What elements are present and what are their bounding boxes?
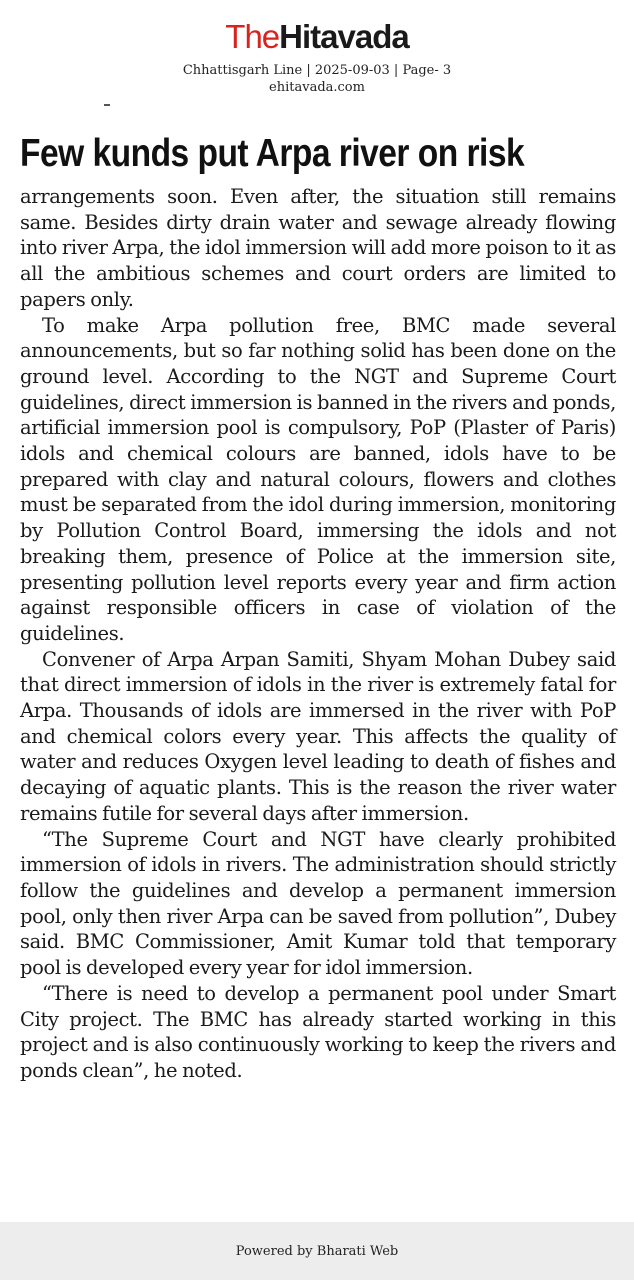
edge-mark: [104, 104, 110, 106]
newspaper-logo[interactable]: [0, 18, 634, 56]
edition-info: Chhattisgarh Line | 2025-09-03 | Page- 3: [182, 63, 452, 78]
article-headline: Few kunds put Arpa river on risk: [20, 132, 525, 175]
powered-by-link[interactable]: Powered by Bharati Web: [235, 1243, 399, 1259]
article-paragraph-1: arrangements soon. Even after, the situation still remains same. Besides dirty drain water and sewage already flowing into river Arpa, the idol immersion will add more poison to it as all the ambitious schemes and court orders are limited to papers only.: [20, 185, 616, 311]
site-link[interactable]: ehitavada.com: [269, 80, 365, 95]
article-paragraph-2: To make Arpa pollution free, BMC made several announcements, but so far nothing solid has been done on the ground level. According to the NGT and Supreme Court guidelines, direct immersion is banned in the rivers and ponds, artificial immersion pool is compulsory, PoP (Plaster of Paris) idols and chemical colours are banned, idols have to be prepared with clay and natural colours, flowers and clothes must be separated from the idol during immersion, monitoring by Pollution Control Board, immersing the idols and not breaking them, presence of Police at the immersion site, presenting pollution level reports every year and firm action against responsible officers in case of violation of the guidelines.: [20, 313, 616, 645]
article-paragraph-4: “The Supreme Court and NGT have clearly prohibited immersion of idols in rivers. The administration should strictly follow the guidelines and develop a permanent immersion pool, only then river Arpa can be saved from pollution”, Dubey said. BMC Commissioner, Amit Kumar told that temporary pool is developed every year for idol immersion.: [20, 827, 616, 980]
article-paragraph-3: Convener of Arpa Arpan Samiti, Shyam Mohan Dubey said that direct immersion of idols in the river is extremely fatal for Arpa. Thousands of idols are immersed in the river with PoP and chemical colors every year. This affects the quality of water and reduces Oxygen level leading to death of fishes and decaying of aquatic plants. This is the reason the river water remains futile for several days after immersion.: [20, 647, 616, 825]
logo-name: Hitavada: [279, 18, 409, 55]
masthead: [0, 18, 634, 96]
article-paragraph-5: “There is need to develop a permanent pool under Smart City project. The BMC has already started working in this project and is also continuously working to keep the rivers and ponds clean”, he noted.: [20, 981, 616, 1082]
footer-bar: [0, 1222, 634, 1280]
article-body: [20, 184, 616, 1084]
logo-the: The: [225, 18, 280, 55]
